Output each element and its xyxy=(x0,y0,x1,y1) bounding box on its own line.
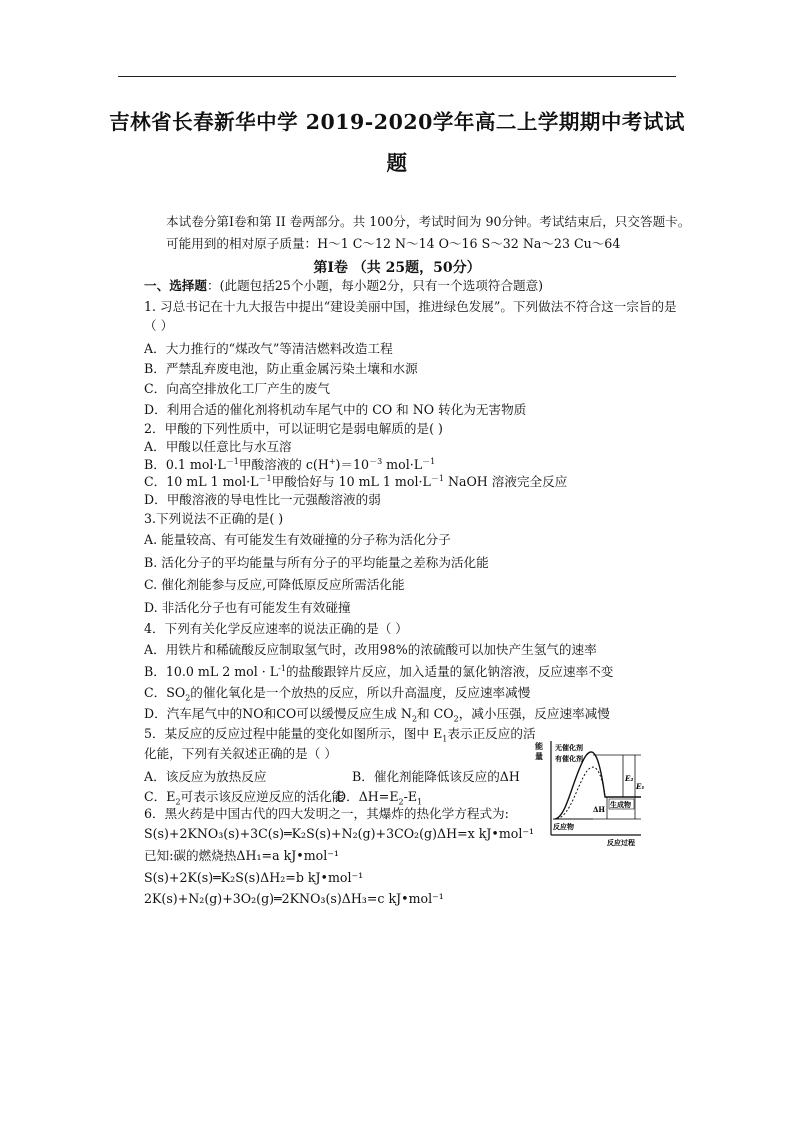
header-rule xyxy=(118,76,676,77)
intro-line1: 本试卷分第Ⅰ卷和第 II 卷两部分。共 100分，考试时间为 90分钟。考试结束后，只交答题卡。 xyxy=(166,214,691,229)
q3-option-a: A. 能量较高、有可能发生有效碰撞的分子称为活化分子 xyxy=(144,532,451,547)
q3-option-b: B. 活化分子的平均能量与所有分子的平均能量之差称为活化能 xyxy=(144,555,489,570)
reactant-label: 反应物 xyxy=(553,822,574,831)
e2-label: E₂ xyxy=(625,774,634,783)
q4-option-a: A．用铁片和稀硫酸反应制取氢气时，改用98%的浓硫酸可以加快产生氢气的速率 xyxy=(144,642,597,657)
section1-label: 一、选择题 xyxy=(144,278,207,293)
q6-known: 已知:碳的燃烧热ΔH₁=a kJ•mol⁻¹ xyxy=(144,848,339,863)
intro-line2: 可能用到的相对原子质量：H～1 C～12 N～14 O～16 S～32 Na～23 Cu～64 xyxy=(166,236,621,251)
q5-stem-line2: 化能，下列有关叙述正确的是（ ） xyxy=(144,746,337,761)
q3-stem: 3.下列说法不正确的是( ) xyxy=(144,511,284,526)
q4-option-c: C．$SO_2$的催化氧化是一个放热的反应，所以升高温度，反应速率减慢 xyxy=(144,685,531,703)
q1-stem: 1. 习总书记在十九大报告中提出“建设美丽中国，推进绿色发展”。下列做法不符合这一宗旨的是 xyxy=(144,299,677,314)
q4-option-b: B．10.0 mL 2 mol · $L^{-1}$的盐酸跟锌片反应，加入适量的氯化钠溶液，反应速率不变 xyxy=(144,663,614,679)
q4-option-d: D．汽车尾气中的NO和CO可以缓慢反应生成 $N_2$和 $CO_2$，减小压强，反应速率减慢 xyxy=(144,706,610,724)
product-label: 生成物 xyxy=(610,800,631,809)
q6-equation-1: S(s)+2KNO₃(s)+3C(s)═K₂S(s)+N₂(g)+3CO₂(g)ΔH=x kJ•mol⁻¹ xyxy=(144,826,535,841)
y-label-2: 量 xyxy=(535,751,543,761)
section1-desc: ：(此题包括25个小题，每小题2分，只有一个选项符合题意) xyxy=(206,278,544,293)
x-label: 反应过程 xyxy=(607,838,635,847)
energy-diagram xyxy=(533,737,645,847)
q5-stem-line1: 5．某反应的反应过程中能量的变化如图所示，图中 $E_1$表示正反应的活 xyxy=(144,726,536,744)
part1-heading: 第Ⅰ卷 （共 25题，50分） xyxy=(313,260,481,276)
legend-no-catalyst: 无催化剂 xyxy=(555,743,583,752)
page-title-line2: 题 xyxy=(386,151,408,175)
q2-option-d: D．甲酸溶液的导电性比一元强酸溶液的弱 xyxy=(144,492,381,507)
q2-option-c: C．10 mL 1 $mol\cdot L^{-1}$甲酸恰好与 10 mL 1 $mol\cdot L^{-1}$ NaOH 溶液完全反应 xyxy=(144,473,568,489)
q1-paren: （ ） xyxy=(144,318,174,333)
legend-catalyst: 有催化剂 xyxy=(555,754,583,763)
q2-option-a: A．甲酸以任意比与水互溶 xyxy=(144,439,292,454)
q3-option-c: C. 催化剂能参与反应,可降低原反应所需活化能 xyxy=(144,577,405,592)
dh-label: ΔH xyxy=(593,805,606,814)
q6-equation-2: S(s)+2K(s)═K₂S(s)ΔH₂=b kJ•mol⁻¹ xyxy=(144,870,364,885)
q2-option-b: B．0.1 $mol\cdot L^{-1}$甲酸溶液的 $c(H^+)=10^{-3}$ $mol\cdot L^{-1}$ xyxy=(144,456,436,472)
e1-label: E₁ xyxy=(636,782,645,791)
q1-option-b: B．严禁乱弃废电池，防止重金属污染土壤和水源 xyxy=(144,361,418,376)
section1-heading xyxy=(144,278,543,294)
q6-stem: 6．黑火药是中国古代的四大发明之一，其爆炸的热化学方程式为: xyxy=(144,806,509,821)
q5-option-d: D．$\Delta H=E_2-E_1$ xyxy=(336,789,423,807)
q1-option-c: C．向高空排放化工厂产生的废气 xyxy=(144,381,330,396)
q5-option-b: B．催化剂能降低该反应的ΔH xyxy=(352,769,520,784)
q6-equation-3: 2K(s)+N₂(g)+3O₂(g)═2KNO₃(s)ΔH₃=c kJ•mol⁻¹ xyxy=(144,891,444,906)
y-label-1: 能 xyxy=(535,741,543,751)
page-title-line1: 吉林省长春新华中学 2019-2020学年高二上学期期中考试试 xyxy=(109,110,685,134)
q4-stem: 4．下列有关化学反应速率的说法正确的是（ ） xyxy=(144,621,408,636)
q5-option-a: A．该反应为放热反应 xyxy=(144,769,267,784)
q2-stem: 2．甲酸的下列性质中，可以证明它是弱电解质的是( ) xyxy=(144,421,443,436)
q3-option-d: D. 非活化分子也有可能发生有效碰撞 xyxy=(144,600,351,615)
q1-option-a: A．大力推行的“煤改气”等清洁燃料改造工程 xyxy=(144,341,393,356)
q1-option-d: D．利用合适的催化剂将机动车尾气中的 CO 和 NO 转化为无害物质 xyxy=(144,402,527,417)
q5-option-c: C．$E_2$可表示该反应逆反应的活化能 xyxy=(144,789,345,807)
